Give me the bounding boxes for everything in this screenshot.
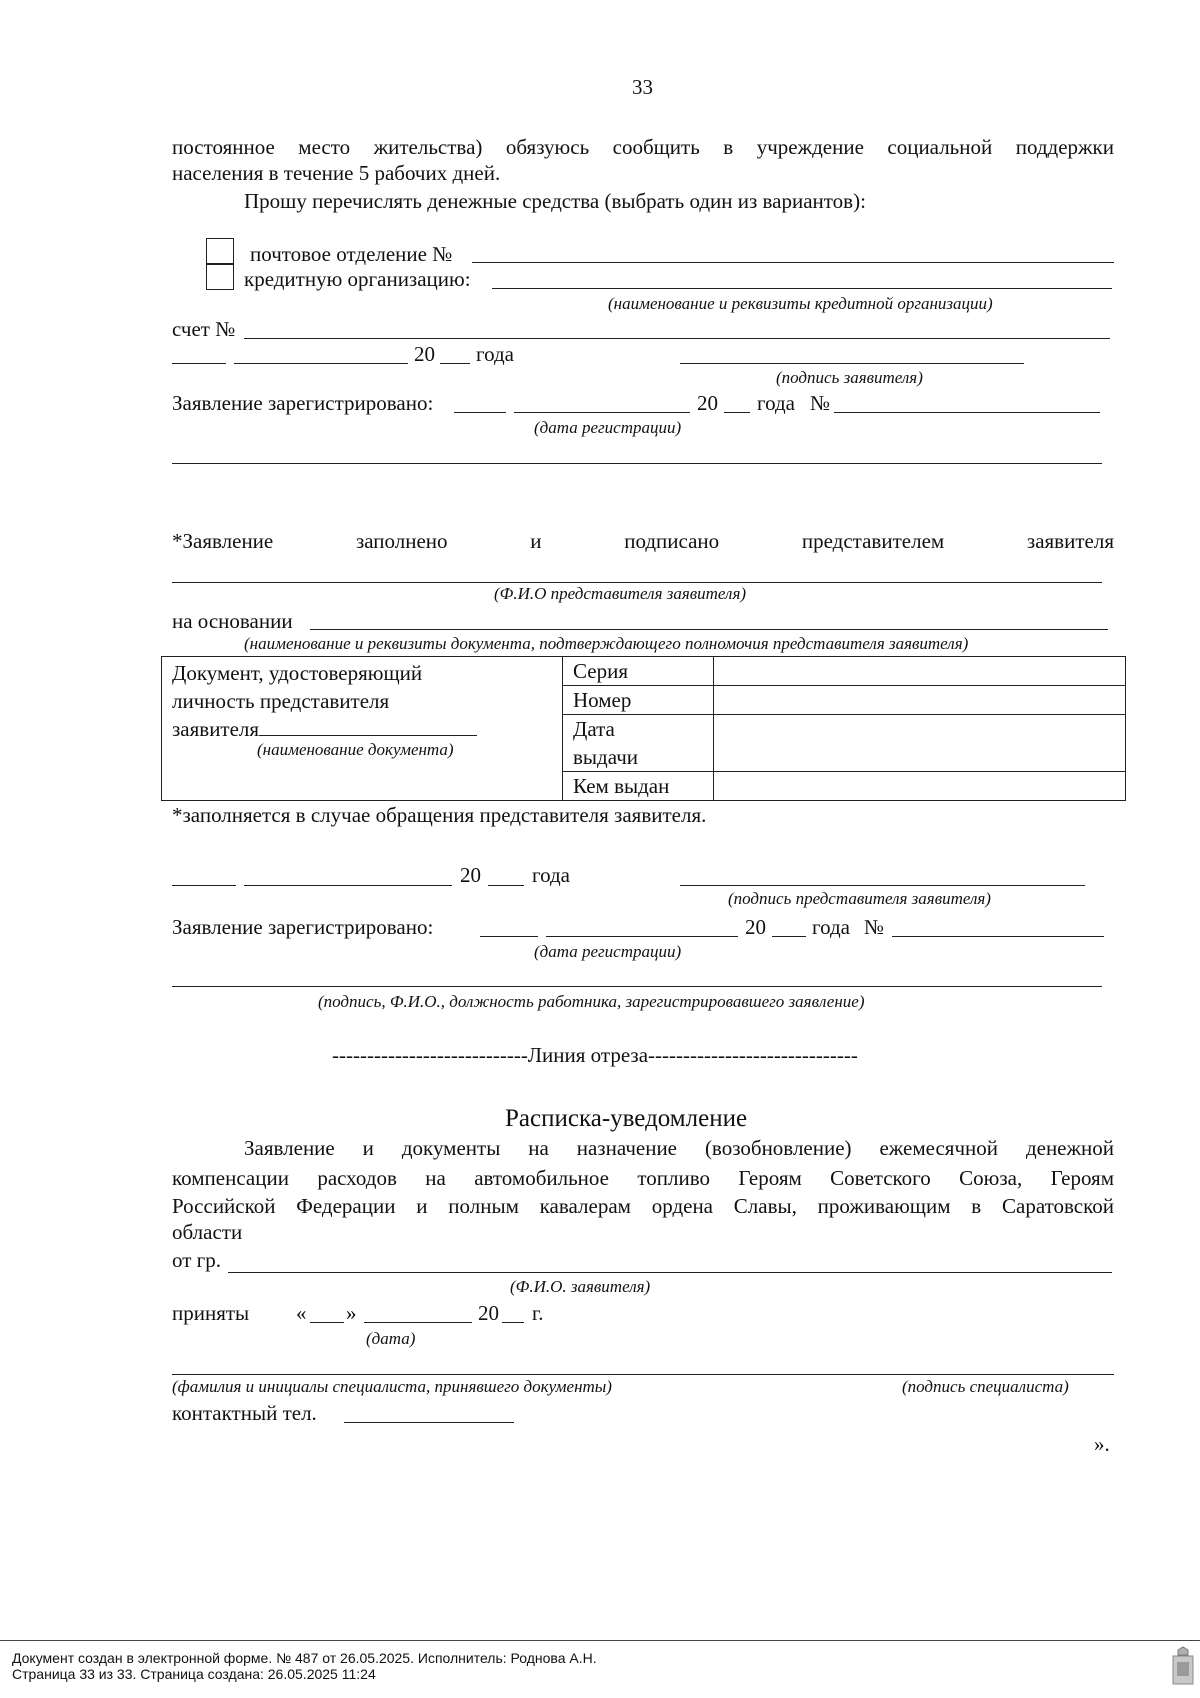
post-office-checkbox[interactable]	[206, 238, 234, 264]
receipt-line-1: Заявление и документы на назначение (возобновление) ежемесячной денежной	[244, 1136, 1114, 1160]
accepted-year-prefix: 20	[478, 1301, 499, 1325]
worker-signature-field[interactable]	[172, 986, 1102, 987]
representative-statement	[172, 529, 1114, 554]
reg-number-field[interactable]	[834, 412, 1100, 413]
rep-word: заполнено	[355, 529, 448, 553]
rep-word: и	[530, 529, 542, 553]
date-day-field[interactable]	[172, 363, 226, 364]
accepted-year-suffix: г.	[532, 1301, 544, 1325]
representative-fio-hint: (Ф.И.О представителя заявителя)	[494, 584, 747, 603]
date-year-field[interactable]	[440, 363, 470, 364]
intro-line-1: постоянное место жительства) обязуюсь сообщить в учреждение социальной поддержки	[172, 135, 1114, 159]
rep-word: заявителя	[1026, 529, 1114, 553]
receipt-line-3: Российской Федерации и полным кавалерам ордена Славы, проживающим в Саратовской	[172, 1194, 1114, 1218]
issue-date-field[interactable]	[714, 715, 1126, 772]
rep-word: *Заявление	[172, 529, 274, 553]
applicant-signature-field[interactable]	[680, 363, 1024, 364]
rep-reg-number-field[interactable]	[892, 936, 1104, 937]
accepted-year-field[interactable]	[502, 1322, 524, 1323]
from-fio-hint: (Ф.И.О. заявителя)	[510, 1277, 651, 1296]
receipt-title: Расписка-уведомление	[505, 1105, 748, 1132]
receipt-line-2: компенсации расходов на автомобильное топливо Героям Советского Союза, Героям	[172, 1166, 1114, 1190]
rep-signature-field[interactable]	[680, 885, 1085, 886]
page-number: 33	[632, 75, 653, 99]
accepted-day-field[interactable]	[310, 1322, 344, 1323]
account-label: счет №	[172, 317, 236, 341]
rep-word: подписано	[624, 529, 720, 553]
doc-title-line-2: личность представителя	[172, 689, 390, 713]
quote-close: »	[346, 1301, 357, 1325]
rep-reg-number-sign: №	[864, 915, 885, 939]
rep-year-prefix: 20	[460, 863, 481, 887]
phone-field[interactable]	[344, 1422, 514, 1423]
post-office-number-field[interactable]	[472, 262, 1114, 263]
footer-line-1: Документ создан в электронной форме. № 487 от 26.05.2025. Исполнитель: Роднова А.Н.	[12, 1650, 597, 1666]
registered-label: Заявление зарегистрировано:	[172, 391, 434, 415]
rep-reg-year-field[interactable]	[772, 936, 806, 937]
basis-field[interactable]	[310, 629, 1108, 630]
issue-date-label-1: Дата	[563, 715, 714, 744]
basis-hint: (наименование и реквизиты документа, подтверждающего полномочия представителя заявителя)	[244, 634, 969, 653]
rep-date-month-field[interactable]	[244, 885, 452, 886]
issued-by-field[interactable]	[714, 772, 1126, 801]
footer-divider	[0, 1640, 1200, 1641]
rep-reg-year-suffix: года	[812, 915, 850, 939]
bank-label: кредитную организацию:	[244, 267, 471, 291]
account-number-field[interactable]	[244, 338, 1110, 339]
doc-name-field[interactable]	[259, 717, 477, 736]
specialist-field[interactable]	[172, 1374, 1114, 1375]
basis-label: на основании	[172, 609, 293, 633]
identity-document-table	[161, 656, 1126, 801]
rep-reg-month-field[interactable]	[546, 936, 738, 937]
from-label: от гр.	[172, 1248, 222, 1272]
reg-month-field[interactable]	[514, 412, 690, 413]
series-label: Серия	[563, 657, 714, 686]
doc-title-line-1: Документ, удостоверяющий	[172, 661, 423, 685]
phone-label: контактный тел.	[172, 1401, 317, 1425]
reg-date-hint: (дата регистрации)	[534, 418, 682, 437]
rep-signature-hint: (подпись представителя заявителя)	[728, 889, 991, 908]
rep-reg-year-prefix: 20	[745, 915, 766, 939]
reg-year-field[interactable]	[724, 412, 750, 413]
rep-reg-day-field[interactable]	[480, 936, 538, 937]
separator-line	[172, 463, 1102, 464]
reg-number-sign: №	[810, 391, 831, 415]
cut-line: ----------------------------Линия отреза------------------------------	[332, 1043, 858, 1067]
identity-document-cell	[162, 657, 563, 801]
date-year-suffix: года	[476, 342, 514, 366]
reg-year-suffix: года	[757, 391, 795, 415]
bank-checkbox[interactable]	[206, 264, 234, 290]
representative-fio-field[interactable]	[172, 582, 1102, 583]
rep-date-day-field[interactable]	[172, 885, 236, 886]
receipt-line-4: области	[172, 1220, 243, 1244]
issue-date-label-2: выдачи	[563, 743, 714, 772]
worker-hint: (подпись, Ф.И.О., должность работника, зарегистрировавшего заявление)	[318, 992, 865, 1011]
accepted-month-field[interactable]	[364, 1322, 472, 1323]
quote-open: «	[296, 1301, 307, 1325]
date-month-field[interactable]	[234, 363, 408, 364]
applicant-signature-hint: (подпись заявителя)	[776, 368, 923, 387]
doc-title-line-3: заявителя	[172, 717, 260, 741]
post-office-label: почтовое отделение №	[250, 242, 453, 266]
footer-line-2: Страница 33 из 33. Страница создана: 26.05.2025 11:24	[12, 1666, 376, 1682]
representative-note: *заполняется в случае обращения представителя заявителя.	[172, 803, 707, 827]
emblem-icon	[1172, 1646, 1194, 1686]
date-year-prefix: 20	[414, 342, 435, 366]
closing-mark: ».	[1094, 1432, 1110, 1456]
number-label: Номер	[563, 686, 714, 715]
rep-word: представителем	[801, 529, 945, 553]
doc-name-hint: (наименование документа)	[257, 740, 454, 759]
payment-request: Прошу перечислять денежные средства (выбрать один из вариантов):	[244, 189, 866, 213]
specialist-hint: (фамилия и инициалы специалиста, принявшего документы)	[172, 1377, 612, 1396]
issued-by-label: Кем выдан	[563, 772, 714, 801]
accepted-label: приняты	[172, 1301, 250, 1325]
from-fio-field[interactable]	[228, 1272, 1112, 1273]
rep-year-suffix: года	[532, 863, 570, 887]
bank-hint: (наименование и реквизиты кредитной организации)	[608, 294, 993, 313]
series-field[interactable]	[714, 657, 1126, 686]
number-field[interactable]	[714, 686, 1126, 715]
rep-year-field[interactable]	[488, 885, 524, 886]
reg-year-prefix: 20	[697, 391, 718, 415]
rep-registered-label: Заявление зарегистрировано:	[172, 915, 434, 939]
specialist-signature-hint: (подпись специалиста)	[902, 1377, 1069, 1396]
reg-day-field[interactable]	[454, 412, 506, 413]
rep-reg-date-hint: (дата регистрации)	[534, 942, 682, 961]
bank-details-field[interactable]	[492, 288, 1112, 289]
date-hint: (дата)	[366, 1329, 416, 1348]
intro-line-2: населения в течение 5 рабочих дней.	[172, 161, 501, 185]
